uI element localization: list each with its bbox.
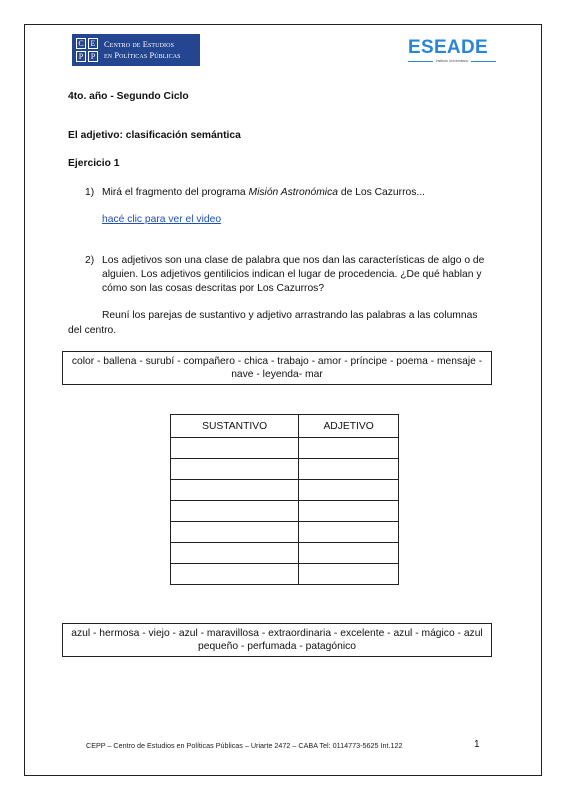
noun-drop-cell[interactable] — [171, 480, 299, 501]
eseade-rule-left — [408, 61, 433, 62]
item-2-text: Los adjetivos son una clase de palabra que nos dan las características de algo o de alguien. Los adjetivos gentilicios indican el lugar de procedencia. ¿De qué hablan y cómo son las cosas descritas por Los Cazurros? — [102, 255, 485, 294]
video-link[interactable]: hacé clic para ver el video — [102, 214, 222, 225]
eseade-tagline-row — [408, 59, 496, 63]
page-number: 1 — [474, 739, 480, 750]
adjective-bank-line-2[interactable]: pequeño - perfumada - patagónico — [198, 641, 356, 652]
adjective-drop-cell[interactable] — [299, 564, 399, 585]
noun-drop-cell[interactable] — [171, 501, 299, 522]
instruction-line-2: del centro. — [68, 325, 117, 336]
adjective-drop-cell[interactable] — [299, 438, 399, 459]
noun-bank-line-2[interactable]: nave - leyenda- mar — [231, 369, 323, 380]
table-row — [171, 564, 399, 585]
eseade-rule-right — [471, 61, 496, 62]
adjective-bank-line-1[interactable]: azul - hermosa - viejo - azul - maravillosa - extraordinaria - excelente - azul - mágico - azul — [71, 628, 483, 639]
noun-bank-line-1[interactable]: color - ballena - surubí - compañero - chica - trabajo - amor - príncipe - poema - mensaje - — [71, 356, 483, 367]
table-row — [171, 543, 399, 564]
column-header-sustantivo: SUSTANTIVO — [171, 415, 299, 438]
adjectives-word-bank — [62, 623, 492, 657]
adjective-drop-cell[interactable] — [299, 522, 399, 543]
table-row — [171, 480, 399, 501]
adjective-drop-cell[interactable] — [299, 459, 399, 480]
matching-table — [170, 414, 399, 585]
item-1-pre: Mirá el fragmento del programa — [102, 187, 249, 198]
column-header-adjetivo: ADJETIVO — [299, 415, 399, 438]
eseade-tagline: Instituto Universitario — [435, 59, 469, 63]
instruction-line-1: Reuní los parejas de sustantivo y adjetivo arrastrando las palabras a las columnas — [102, 310, 478, 321]
noun-drop-cell[interactable] — [171, 564, 299, 585]
noun-drop-cell[interactable] — [171, 522, 299, 543]
topic-heading: El adjetivo: clasificación semántica — [68, 130, 241, 141]
table-row — [171, 438, 399, 459]
table-header-row — [171, 415, 399, 438]
cepp-logo-mark — [76, 38, 98, 62]
noun-drop-cell[interactable] — [171, 543, 299, 564]
item-1-text — [102, 186, 425, 199]
nouns-word-bank — [62, 351, 492, 385]
cepp-logo-text — [104, 39, 181, 61]
adjective-drop-cell[interactable] — [299, 543, 399, 564]
table-row — [171, 522, 399, 543]
footer-text: CEPP – Centro de Estudios en Políticas Públicas – Uriarte 2472 – CABA Tel: 0114773-5625 Int.122 — [86, 741, 403, 750]
table-row — [171, 459, 399, 480]
item-1-number: 1) — [85, 187, 95, 198]
item-1-post: de Los Cazurros... — [337, 187, 425, 198]
noun-drop-cell[interactable] — [171, 459, 299, 480]
cepp-letter: P — [76, 51, 86, 62]
grade-heading: 4to. año - Segundo Ciclo — [68, 91, 189, 102]
cepp-logo — [72, 34, 200, 66]
eseade-wordmark: ESEADE — [408, 37, 488, 58]
adjective-drop-cell[interactable] — [299, 501, 399, 522]
cepp-line-1: Centro de Estudios — [104, 40, 175, 49]
eseade-logo — [408, 38, 496, 66]
noun-drop-cell[interactable] — [171, 438, 299, 459]
item-2-number: 2) — [85, 255, 95, 266]
cepp-letter: E — [88, 38, 98, 49]
exercise-heading: Ejercicio 1 — [68, 158, 120, 169]
cepp-letter: C — [76, 38, 86, 49]
table-row — [171, 501, 399, 522]
adjective-drop-cell[interactable] — [299, 480, 399, 501]
cepp-letter: P — [88, 51, 98, 62]
program-title: Misión Astronómica — [248, 187, 338, 198]
cepp-line-2: en Políticas Públicas — [104, 51, 181, 60]
